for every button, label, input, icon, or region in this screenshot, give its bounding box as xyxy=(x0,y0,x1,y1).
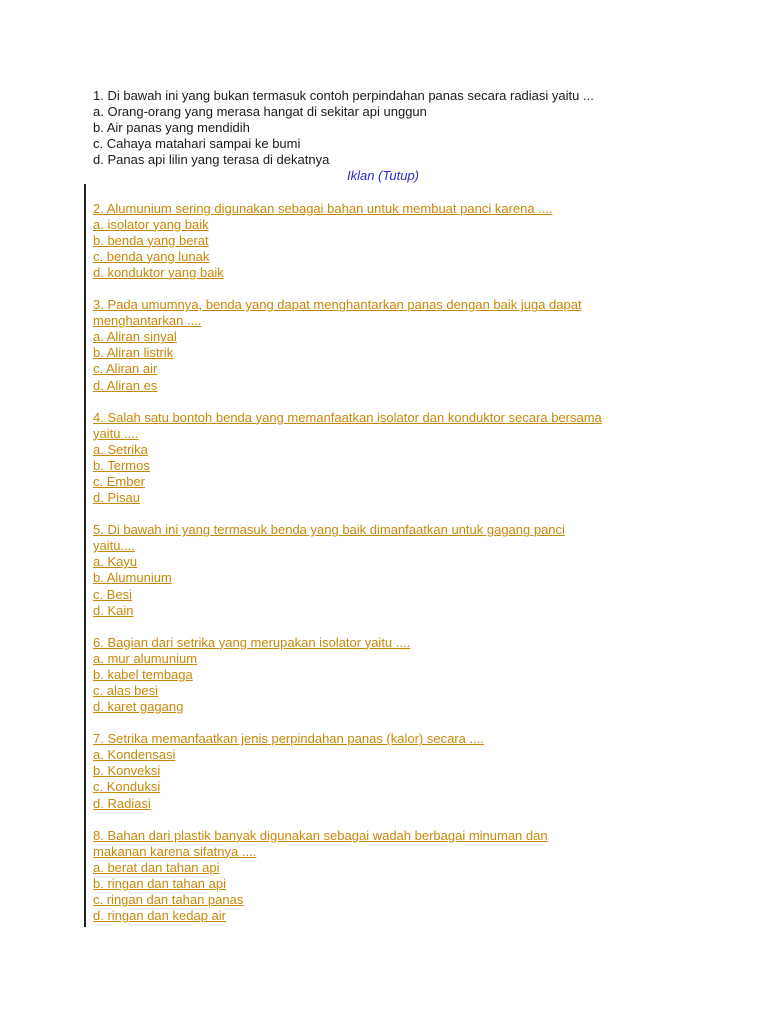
question-4-option-c[interactable]: c. Ember xyxy=(93,473,146,489)
question-5-text-line-2[interactable]: yaitu.... xyxy=(93,538,135,554)
question-7-option-b[interactable]: b. Konveksi xyxy=(93,763,161,779)
document-body xyxy=(93,88,693,940)
question-2-option-b[interactable]: b. benda yang berat xyxy=(93,232,209,248)
question-7 xyxy=(93,731,693,811)
question-1-option-a: a. Orang-orang yang merasa hangat di sekitar api unggun xyxy=(93,104,427,120)
question-8 xyxy=(93,828,693,925)
question-1-option-c: c. Cahaya matahari sampai ke bumi xyxy=(93,136,301,152)
question-1-option-b: b. Air panas yang mendidih xyxy=(93,120,250,136)
question-4 xyxy=(93,410,693,507)
question-7-option-d[interactable]: d. Radiasi xyxy=(93,795,151,811)
question-6 xyxy=(93,635,693,715)
question-5 xyxy=(93,522,693,619)
question-6-text[interactable]: 6. Bagian dari setrika yang merupakan isolator yaitu .... xyxy=(93,634,411,650)
question-4-option-a[interactable]: a. Setrika xyxy=(93,441,148,457)
question-4-option-d[interactable]: d. Pisau xyxy=(93,490,140,506)
question-7-text[interactable]: 7. Setrika memanfaatkan jenis perpindahan panas (kalor) secara .... xyxy=(93,731,484,747)
question-6-option-c[interactable]: c. alas besi xyxy=(93,683,159,698)
question-5-option-a[interactable]: a. Kayu xyxy=(93,554,138,570)
question-6-option-d[interactable]: d. karet gagang xyxy=(93,699,184,715)
question-1-option-d: d. Panas api lilin yang terasa di dekatnya xyxy=(93,152,330,168)
question-4-text-line-2[interactable]: yaitu .... xyxy=(93,425,139,441)
ad-close-link[interactable]: Iklan (Tutup) xyxy=(346,168,419,184)
question-4-text-line-1[interactable]: 4. Salah satu bontoh benda yang memanfaatkan isolator dan konduktor secara bersama xyxy=(93,409,602,425)
question-5-option-b[interactable]: b. Alumunium xyxy=(93,570,172,586)
question-5-option-c[interactable]: c. Besi xyxy=(93,586,133,602)
question-3-option-d[interactable]: d. Aliran es xyxy=(93,377,158,393)
question-6-option-a[interactable]: a. mur alumunium xyxy=(93,650,198,666)
question-2 xyxy=(93,201,693,281)
question-8-text-line-2[interactable]: makanan karena sifatnya .... xyxy=(93,843,257,859)
question-3-option-b[interactable]: b. Aliran listrik xyxy=(93,345,174,361)
question-8-option-b[interactable]: b. ringan dan tahan api xyxy=(93,875,226,891)
question-2-option-a[interactable]: a. isolator yang baik xyxy=(93,216,209,232)
question-2-option-d[interactable]: d. konduktor yang baik xyxy=(93,264,224,280)
question-3-option-a[interactable]: a. Aliran sinyal xyxy=(93,329,177,345)
question-1 xyxy=(93,88,693,168)
question-8-option-c[interactable]: c. ringan dan tahan panas xyxy=(93,892,244,908)
question-4-option-b[interactable]: b. Termos xyxy=(93,457,150,473)
question-6-option-b[interactable]: b. kabel tembaga xyxy=(93,666,193,682)
question-5-text-line-1[interactable]: 5. Di bawah ini yang termasuk benda yang baik dimanfaatkan untuk gagang panci xyxy=(93,522,565,538)
question-3 xyxy=(93,297,693,394)
question-1-text: 1. Di bawah ini yang bukan termasuk contoh perpindahan panas secara radiasi yaitu ... xyxy=(93,88,594,103)
question-3-option-c[interactable]: c. Aliran air xyxy=(93,361,158,377)
question-8-text-line-1[interactable]: 8. Bahan dari plastik banyak digunakan sebagai wadah berbagai minuman dan xyxy=(93,827,548,843)
question-3-text-line-1[interactable]: 3. Pada umumnya, benda yang dapat menghantarkan panas dengan baik juga dapat xyxy=(93,297,582,313)
quote-bar xyxy=(84,184,86,927)
question-2-option-c[interactable]: c. benda yang lunak xyxy=(93,248,210,264)
question-8-option-a[interactable]: a. berat dan tahan api xyxy=(93,859,220,875)
question-2-text[interactable]: 2. Alumunium sering digunakan sebagai bahan untuk membuat panci karena .... xyxy=(93,200,553,216)
question-8-option-d[interactable]: d. ringan dan kedap air xyxy=(93,908,226,924)
question-3-text-line-2[interactable]: menghantarkan .... xyxy=(93,313,202,329)
question-5-option-d[interactable]: d. Kain xyxy=(93,602,134,618)
question-7-option-a[interactable]: a. Kondensasi xyxy=(93,747,176,763)
question-7-option-c[interactable]: c. Konduksi xyxy=(93,779,161,795)
